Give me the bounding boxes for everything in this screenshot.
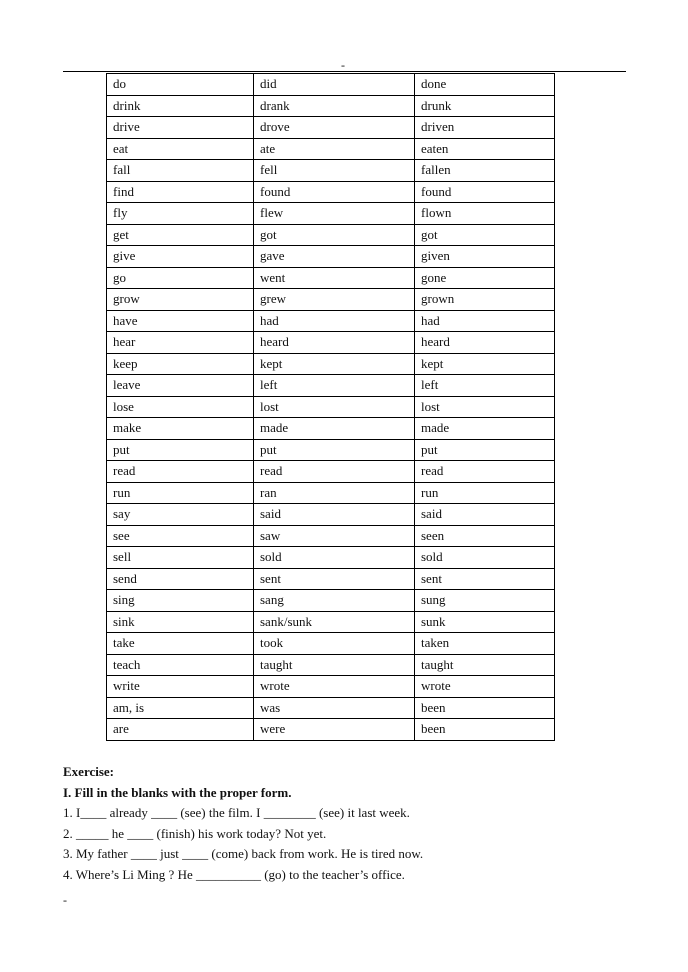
verb-table-body [107, 74, 555, 741]
past-tense-cell: lost [254, 396, 415, 418]
past-tense-cell: saw [254, 525, 415, 547]
past-tense-cell: drank [254, 95, 415, 117]
past-tense-cell: made [254, 418, 415, 440]
past-participle-cell: driven [415, 117, 555, 139]
base-form-cell: read [107, 461, 254, 483]
past-tense-cell: drove [254, 117, 415, 139]
past-participle-cell: sung [415, 590, 555, 612]
base-form-cell: say [107, 504, 254, 526]
past-participle-cell: sunk [415, 611, 555, 633]
past-participle-cell: flown [415, 203, 555, 225]
past-tense-cell: left [254, 375, 415, 397]
past-participle-cell: read [415, 461, 555, 483]
past-participle-cell: fallen [415, 160, 555, 182]
past-tense-cell: was [254, 697, 415, 719]
table-row [107, 224, 555, 246]
table-row [107, 482, 555, 504]
table-row [107, 568, 555, 590]
past-tense-cell: had [254, 310, 415, 332]
past-tense-cell: did [254, 74, 415, 96]
base-form-cell: run [107, 482, 254, 504]
past-tense-cell: found [254, 181, 415, 203]
base-form-cell: make [107, 418, 254, 440]
base-form-cell: drive [107, 117, 254, 139]
past-tense-cell: said [254, 504, 415, 526]
past-participle-cell: said [415, 504, 555, 526]
past-participle-cell: taken [415, 633, 555, 655]
footer-mark: - [63, 893, 67, 907]
table-row [107, 611, 555, 633]
table-row [107, 95, 555, 117]
table-row [107, 525, 555, 547]
exercise-item-3: 3. My father ____ just ____ (come) back from work. He is tired now. [63, 846, 424, 861]
past-tense-cell: ate [254, 138, 415, 160]
past-participle-cell: been [415, 719, 555, 741]
past-participle-cell: done [415, 74, 555, 96]
past-participle-cell: drunk [415, 95, 555, 117]
base-form-cell: give [107, 246, 254, 268]
past-participle-cell: eaten [415, 138, 555, 160]
exercise-section [63, 762, 423, 885]
base-form-cell: keep [107, 353, 254, 375]
base-form-cell: fall [107, 160, 254, 182]
header-mark: - [341, 58, 345, 72]
exercise-item-4: 4. Where’s Li Ming ? He __________ (go) to the teacher’s office. [63, 866, 405, 882]
past-tense-cell: went [254, 267, 415, 289]
past-tense-cell: read [254, 461, 415, 483]
table-row [107, 461, 555, 483]
base-form-cell: are [107, 719, 254, 741]
past-participle-cell: got [415, 224, 555, 246]
table-row [107, 633, 555, 655]
table-row [107, 353, 555, 375]
base-form-cell: teach [107, 654, 254, 676]
past-participle-cell: left [415, 375, 555, 397]
past-tense-cell: taught [254, 654, 415, 676]
past-participle-cell: put [415, 439, 555, 461]
past-participle-cell: gone [415, 267, 555, 289]
past-participle-cell: grown [415, 289, 555, 311]
base-form-cell: get [107, 224, 254, 246]
exercise-instruction: I. Fill in the blanks with the proper form. [63, 784, 292, 800]
table-row [107, 332, 555, 354]
base-form-cell: eat [107, 138, 254, 160]
base-form-cell: sing [107, 590, 254, 612]
table-row [107, 246, 555, 268]
past-participle-cell: wrote [415, 676, 555, 698]
base-form-cell: am, is [107, 697, 254, 719]
past-participle-cell: run [415, 482, 555, 504]
header-rule [63, 71, 626, 72]
base-form-cell: fly [107, 203, 254, 225]
base-form-cell: see [107, 525, 254, 547]
table-row [107, 719, 555, 741]
table-row [107, 654, 555, 676]
base-form-cell: have [107, 310, 254, 332]
table-row [107, 117, 555, 139]
base-form-cell: put [107, 439, 254, 461]
table-row [107, 676, 555, 698]
past-tense-cell: got [254, 224, 415, 246]
table-row [107, 504, 555, 526]
irregular-verb-table [106, 73, 555, 741]
past-participle-cell: given [415, 246, 555, 268]
past-tense-cell: ran [254, 482, 415, 504]
past-tense-cell: kept [254, 353, 415, 375]
table-row [107, 74, 555, 96]
table-row [107, 203, 555, 225]
table-row [107, 396, 555, 418]
base-form-cell: go [107, 267, 254, 289]
past-participle-cell: had [415, 310, 555, 332]
base-form-cell: send [107, 568, 254, 590]
past-participle-cell: heard [415, 332, 555, 354]
past-participle-cell: kept [415, 353, 555, 375]
table-row [107, 289, 555, 311]
past-participle-cell: found [415, 181, 555, 203]
past-participle-cell: made [415, 418, 555, 440]
table-row [107, 547, 555, 569]
past-participle-cell: lost [415, 396, 555, 418]
table-row [107, 267, 555, 289]
past-participle-cell: sent [415, 568, 555, 590]
table-row [107, 418, 555, 440]
base-form-cell: sink [107, 611, 254, 633]
past-tense-cell: sent [254, 568, 415, 590]
past-participle-cell: taught [415, 654, 555, 676]
past-participle-cell: been [415, 697, 555, 719]
past-tense-cell: grew [254, 289, 415, 311]
table-row [107, 138, 555, 160]
base-form-cell: drink [107, 95, 254, 117]
table-row [107, 697, 555, 719]
table-row [107, 590, 555, 612]
past-tense-cell: heard [254, 332, 415, 354]
base-form-cell: sell [107, 547, 254, 569]
exercise-title: Exercise: [63, 764, 115, 779]
table-row [107, 375, 555, 397]
table-row [107, 160, 555, 182]
past-tense-cell: sank/sunk [254, 611, 415, 633]
base-form-cell: take [107, 633, 254, 655]
base-form-cell: hear [107, 332, 254, 354]
base-form-cell: leave [107, 375, 254, 397]
base-form-cell: do [107, 74, 254, 96]
table-row [107, 181, 555, 203]
exercise-item-2: 2. _____ he ____ (finish) his work today? Not yet. [63, 825, 327, 841]
base-form-cell: lose [107, 396, 254, 418]
past-tense-cell: fell [254, 160, 415, 182]
table-row [107, 310, 555, 332]
past-tense-cell: wrote [254, 676, 415, 698]
base-form-cell: write [107, 676, 254, 698]
past-tense-cell: were [254, 719, 415, 741]
base-form-cell: grow [107, 289, 254, 311]
past-tense-cell: sold [254, 547, 415, 569]
past-tense-cell: sang [254, 590, 415, 612]
past-tense-cell: put [254, 439, 415, 461]
base-form-cell: find [107, 181, 254, 203]
table-row [107, 439, 555, 461]
past-participle-cell: sold [415, 547, 555, 569]
past-tense-cell: gave [254, 246, 415, 268]
past-tense-cell: took [254, 633, 415, 655]
past-tense-cell: flew [254, 203, 415, 225]
exercise-item-1: 1. I____ already ____ (see) the film. I ________ (see) it last week. [63, 805, 410, 820]
past-participle-cell: seen [415, 525, 555, 547]
